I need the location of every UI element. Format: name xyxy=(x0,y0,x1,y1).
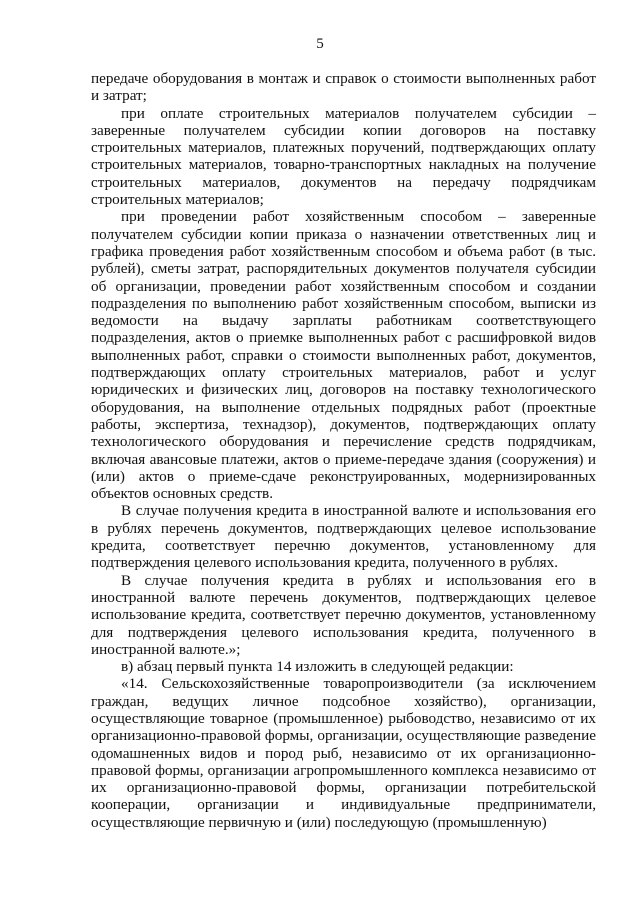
paragraph-amendment-c: в) абзац первый пункта 14 изложить в следующей редакции: xyxy=(121,658,514,676)
paragraph-foreign-currency-loan: В случае получения кредита в иностранной валюте и использования его в рублях перечень документов, подтверждающих целевое использование кредита, соответствует перечню документов, установленному для подтверждения целевого использования кредита, полученного в рублях. xyxy=(91,502,596,572)
body-text xyxy=(91,70,596,831)
paragraph-continuation: передаче оборудования в монтаж и справок о стоимости выполненных работ и затрат; xyxy=(91,70,596,105)
paragraph-economic-method: при проведении работ хозяйственным способом – заверенные получателем субсидии копии приказа о назначении ответственных лиц и графика проведения работ хозяйственным способом и объема работ (в тыс. рублей), сметы затрат, распорядительных документов получателя субсидии об организации, проведении работ хозяйственным способом и создании подразделения по выполнению работ хозяйственным способом, выписки из ведомости на выдачу зарплаты работникам соответствующего подразделения, актов о приемке выполненных работ с расшифровкой видов выполненных работ, справки о стоимости выполненных работ, документов, подтверждающих оплату строительных материалов, работ и услуг юридических и физических лиц, договоров на поставку технологического оборудования, на выполнение отдельных подрядных работ (проектные работы, экспертиза, технадзор), документов, подтверждающих оплату технологического оборудования и перечисление средств подрядчикам, включая авансовые платежи, актов о приеме-передаче здания (сооружения) и (или) актов о приеме-сдаче реконструированных, модернизированных объектов основных средств. xyxy=(91,208,596,503)
page-number: 5 xyxy=(316,36,324,52)
paragraph-point-14: «14. Сельскохозяйственные товаропроизводители (за исключением граждан, ведущих личное подсобное хозяйство), организации, осуществляющие товарное (промышленное) рыбоводство, независимо от их организационно-правовой формы, организации, осуществляющие разведение одомашненных видов и пород рыб, независимо от их организационно-правовой формы, организации агропромышленного комплекса независимо от их организационно-правовой формы, организации потребительской кооперации, организации и индивидуальные предприниматели, осуществляющие первичную и (или) последующую (промышленную) xyxy=(91,675,596,831)
paragraph-ruble-loan: В случае получения кредита в рублях и использования его в иностранной валюте перечень документов, подтверждающих целевое использование кредита, соответствует перечню документов, установленному для подтверждения целевого использования кредита, полученного в иностранной валюте.»; xyxy=(91,571,596,658)
paragraph-materials-payment: при оплате строительных материалов получателем субсидии – заверенные получателем субсидии копии договоров на поставку строительных материалов, платежных поручений, подтверждающих оплату строительных материалов, товарно-транспортных накладных на получение строительных материалов, документов на передачу подрядчикам строительных материалов; xyxy=(91,104,596,209)
